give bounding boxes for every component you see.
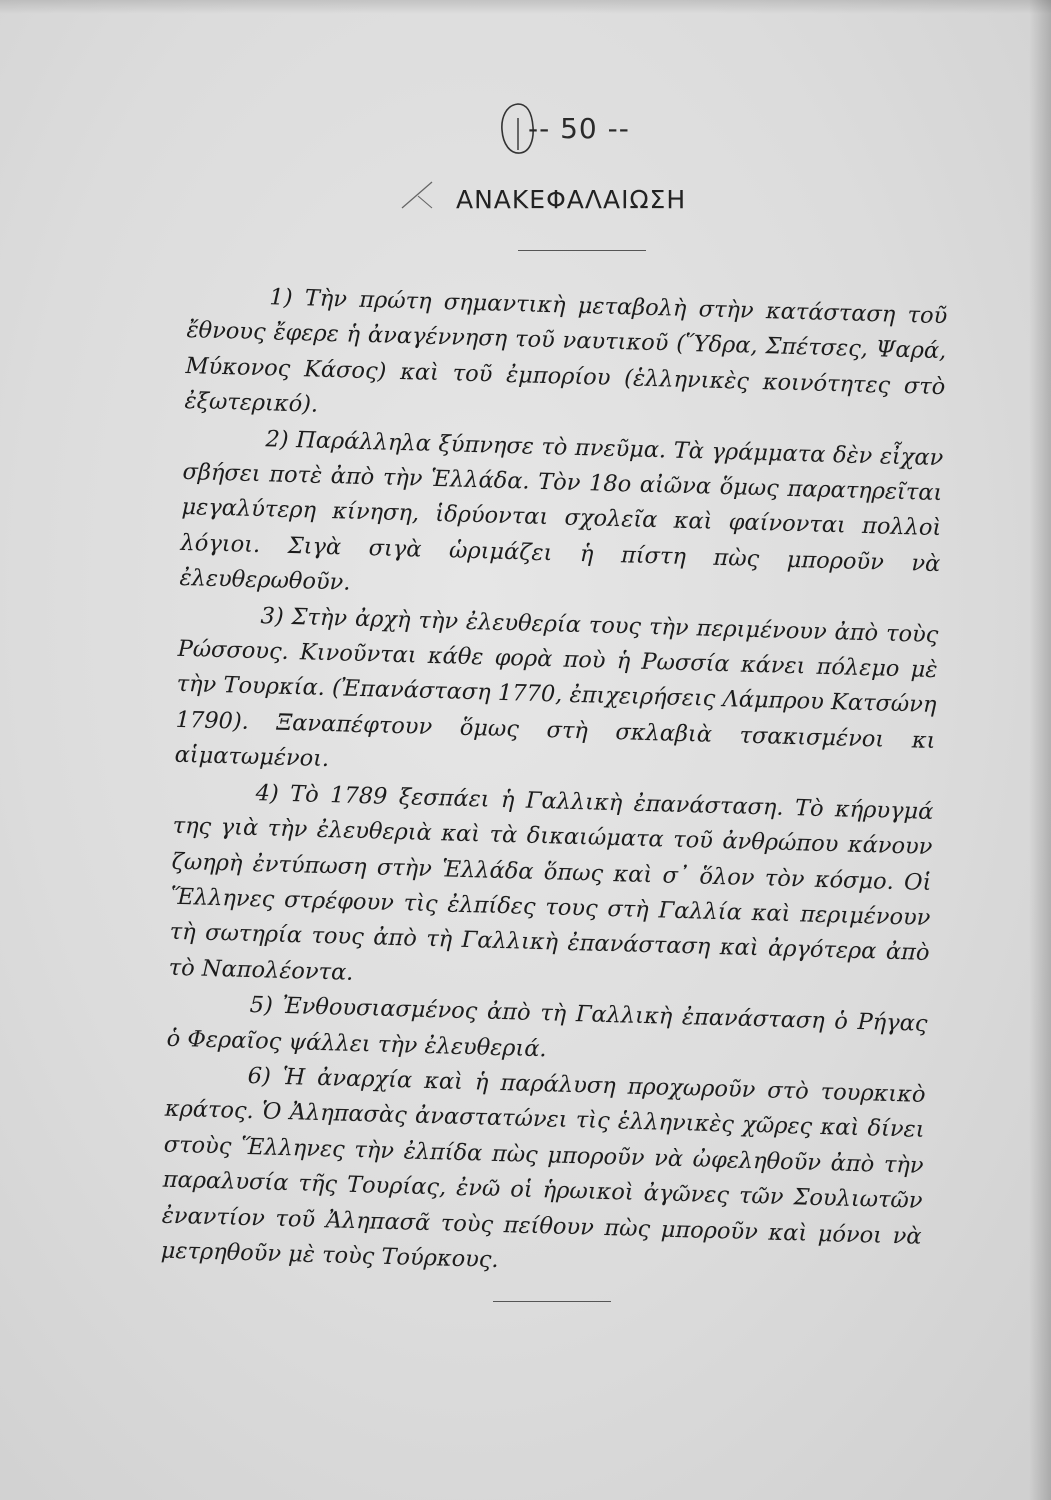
page-title: ΑΝΑΚΕΦΑΛΑΙΩΣΗ [456, 185, 687, 214]
paragraph-6: 6) Ἡ ἀναρχία καὶ ἡ παράλυση προχωροῦν στὸ τουρκικὸ κράτος. Ὁ Ἀληπασὰς ἀναστατώνει τὶς ἑλληνικὲς χῶρες καὶ δίνει στοὺς Ἕλληνες τὴν ἐλπίδα πὼς μποροῦν νὰ ὠφεληθοῦν ἀπὸ τὴν παραλυσία τῆς Τουρίας, ἐνῶ οἱ ἡρωικοὶ ἀγῶνες τῶν Σουλιωτῶν ἐναντίον τοῦ Ἀληπασᾶ τοὺς πείθουν πὼς μποροῦν καὶ μόνοι νὰ μετρηθοῦν μὲ τοὺς Τούρκους. [160, 1062, 926, 1274]
page-edge-shadow [1029, 0, 1051, 1500]
paragraph-5: 5) Ἐνθουσιασμένος ἀπὸ τὴ Γαλλικὴ ἐπανάσταση ὁ Ρήγας ὁ Φεραῖος ψάλλει τὴν ἐλευθεριά. [166, 992, 928, 1062]
end-divider [493, 1301, 611, 1302]
page-top-shadow [0, 0, 1051, 14]
paragraph-4: 4) Τὸ 1789 ξεσπάει ἡ Γαλλικὴ ἐπανάσταση. Τὸ κήρυγμά της γιὰ τὴν ἐλευθεριὰ καὶ τὰ δικαιώματα τοῦ ἀνθρώπου κάνουν ζωηρὴ ἐντύπωση στὴν Ἑλλάδα ὅπως καὶ σ᾽ ὅλον τὸν κόσμο. Οἱ Ἕλληνες στρέφουν τὶς ἐλπίδες τους στὴ Γαλλία καὶ περιμένουν τὴ σωτηρία τους ἀπὸ τὴ Γαλλικὴ ἐπανάσταση καὶ ἀργότερα ἀπὸ τὸ Ναπολέοντα. [168, 779, 934, 986]
paragraph-2: 2) Παράλληλα ξύπνησε τὸ πνεῦμα. Τὰ γράμματα δὲν εἶχαν σβήσει ποτὲ ἀπὸ τὴν Ἑλλάδα. Τὸν 18ο αἰῶνα ὅμως παρατηρεῖται μεγαλύτερη κίνηση, ἱδρύονται σχολεῖα καὶ φαίνονται πολλοὶ λόγιοι. Σιγὰ σιγὰ ὡριμάζει ἡ πίστη πὼς μποροῦν νὰ ἐλευθερωθοῦν. [179, 425, 944, 596]
pencil-check-mark [398, 178, 438, 214]
summary-text [160, 278, 947, 1290]
title-divider [518, 250, 646, 251]
page-number: -- 50 -- [528, 112, 630, 145]
paragraph-1: 1) Τὴν πρώτη σημαντικὴ μεταβολὴ στὴν κατάσταση τοῦ ἔθνους ἔφερε ἡ ἀναγέννηση τοῦ ναυτικοῦ (Ὕδρα, Σπέτσες, Ψαρά, Μύκονος Κάσος) καὶ τοῦ ἐμπορίου (ἑλληνικὲς κοινότητες στὸ ἐξωτερικό). [184, 284, 948, 418]
paragraph-3: 3) Στὴν ἀρχὴ τὴν ἐλευθερία τους τὴν περιμένουν ἀπὸ τοὺς Ρώσσους. Κινοῦνται κάθε φορὰ ποὺ ἡ Ρωσσία κάνει πόλεμο μὲ τὴν Τουρκία. (Ἐπανάσταση 1770, ἐπιχειρήσεις Λάμπρου Κατσώνη 1790). Ξαναπέφτουν ὅμως στὴ σκλαβιὰ τσακισμένοι κι αἱματωμένοι. [174, 602, 939, 773]
